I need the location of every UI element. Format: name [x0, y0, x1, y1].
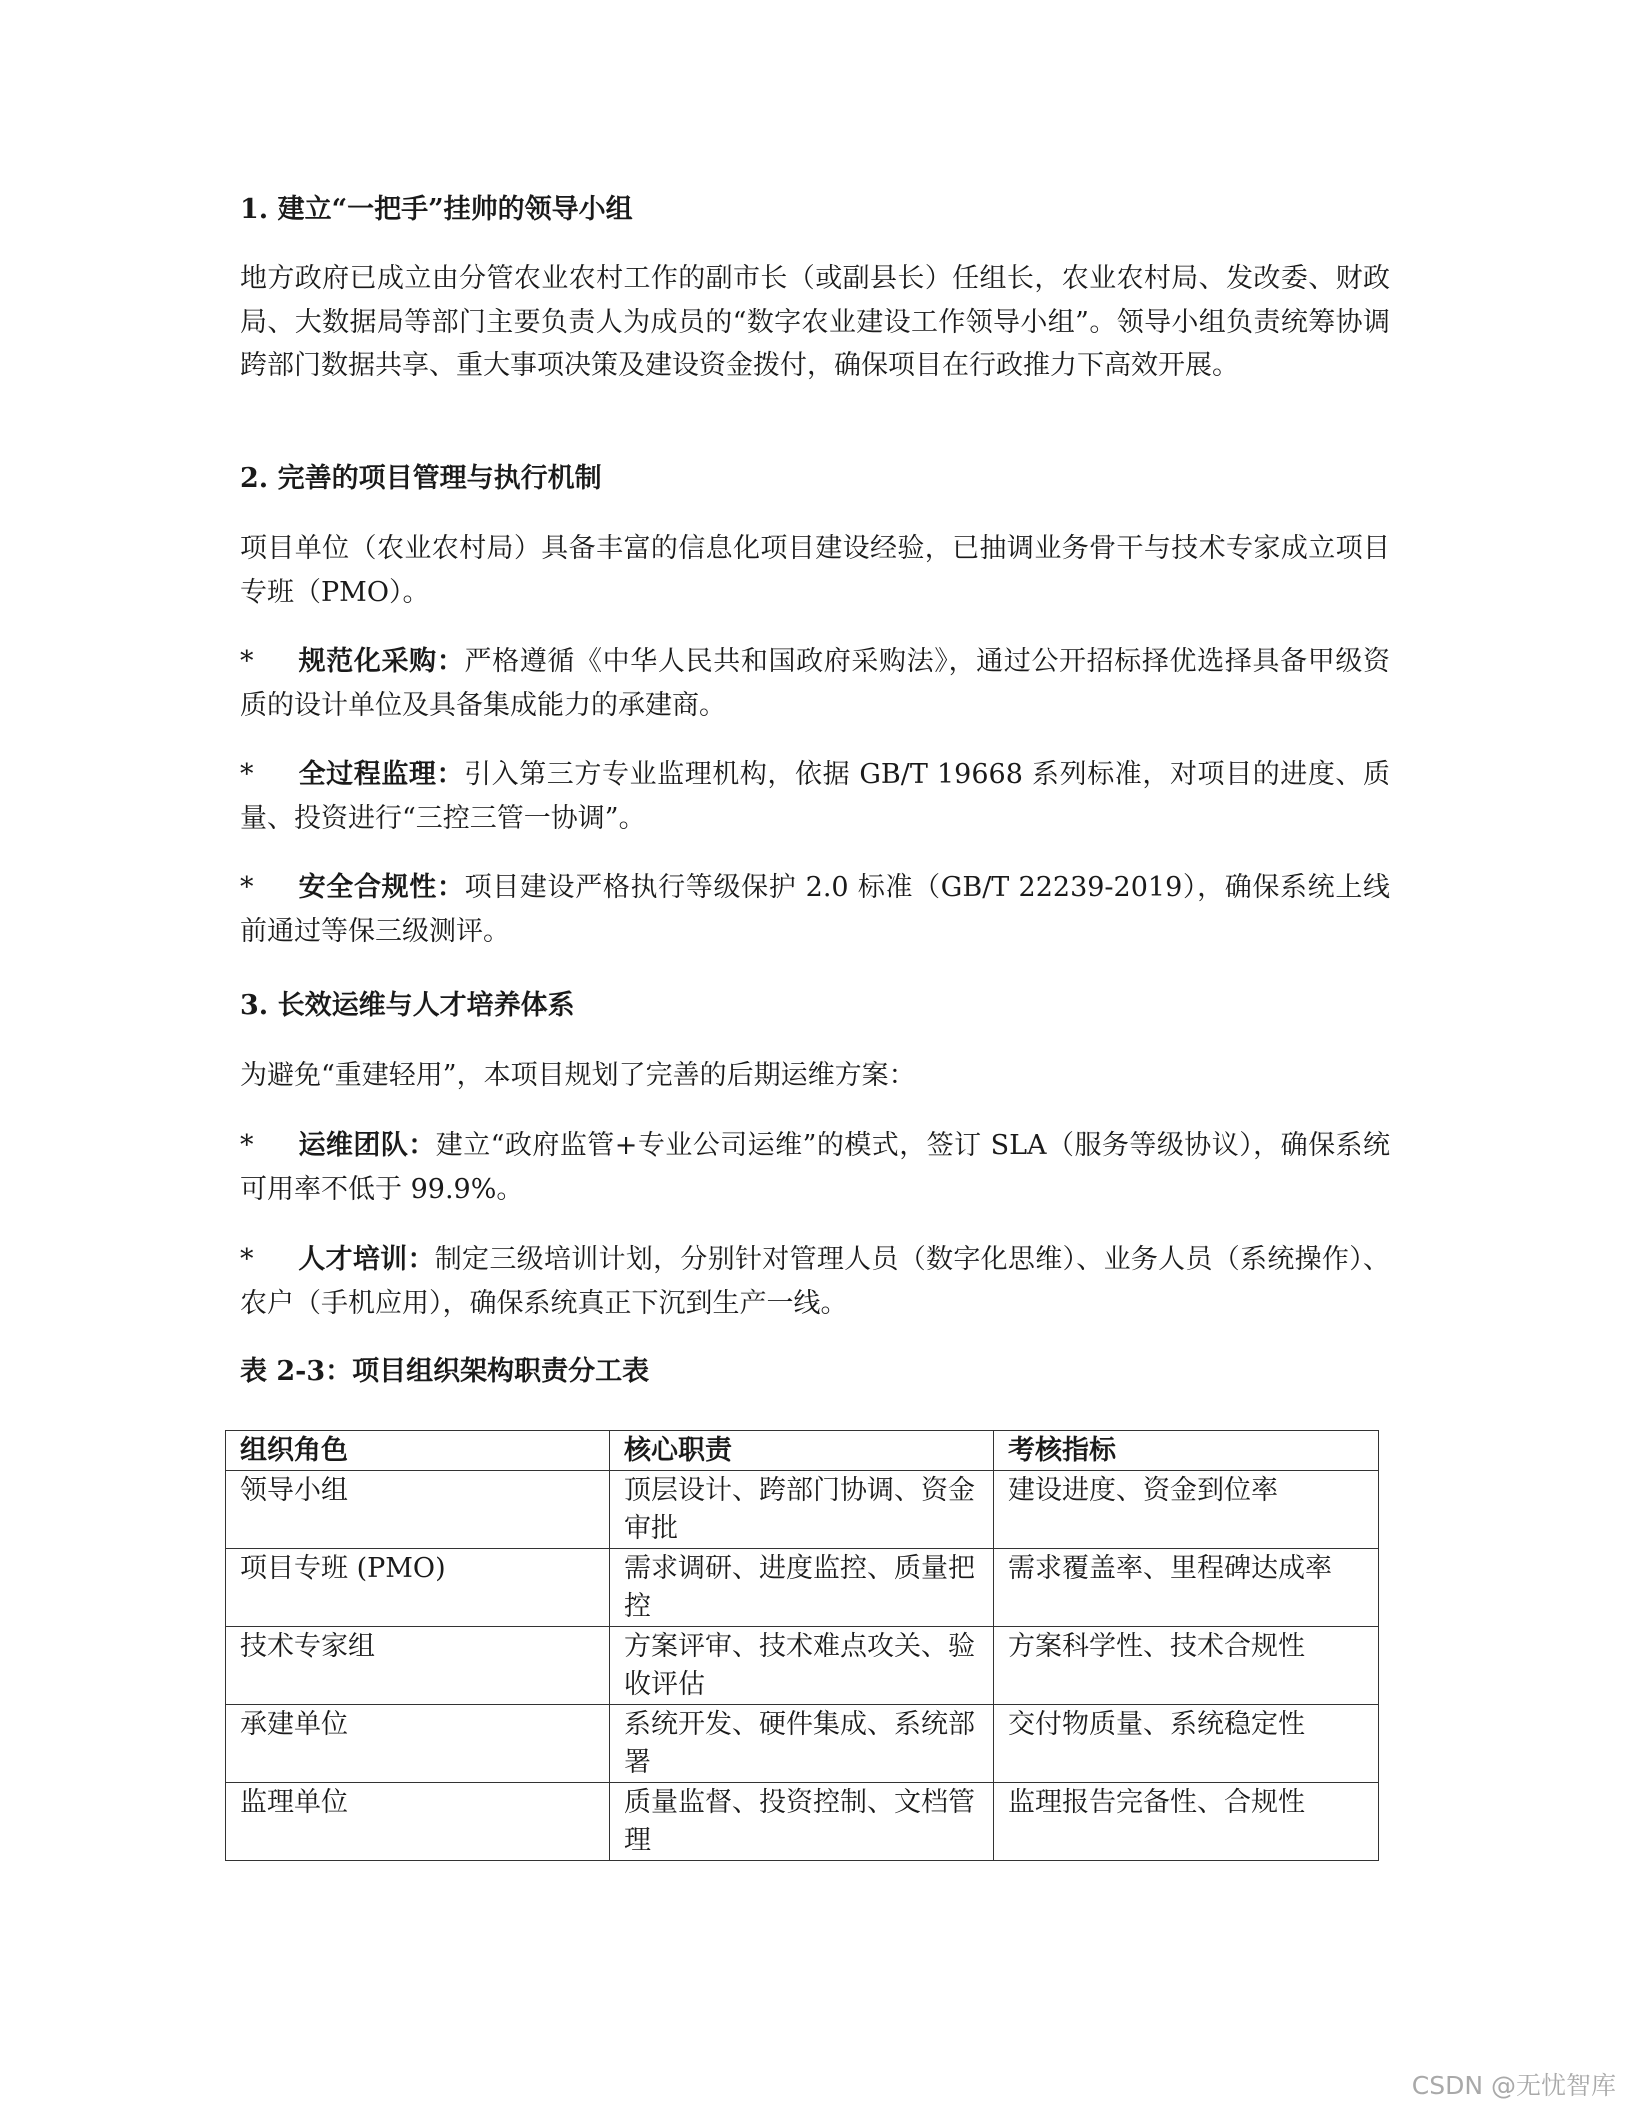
header-duties: 核心职责 [610, 1431, 994, 1471]
table-row [226, 1627, 1379, 1705]
cell-kpi: 需求覆盖率、里程碑达成率 [994, 1549, 1379, 1627]
cell-role: 领导小组 [226, 1471, 610, 1549]
bullet-procurement [240, 640, 1390, 727]
section-1-paragraph: 地方政府已成立由分管农业农村工作的副市长（或副县长）任组长，农业农村局、发改委、财政局、大数据局等部门主要负责人为成员的“数字农业建设工作领导小组”。领导小组负责统筹协调跨部门数据共享、重大事项决策及建设资金拨付，确保项目在行政推力下高效开展。 [240, 263, 1390, 381]
bullet-supervision [240, 753, 1390, 840]
table-caption: 表 2-3：项目组织架构职责分工表 [240, 1356, 650, 1387]
responsibility-table [225, 1430, 1379, 1861]
table-header-row [226, 1431, 1379, 1471]
bullet-marker: * [240, 646, 254, 677]
header-role: 组织角色 [226, 1431, 610, 1471]
bullet-marker: * [240, 1130, 254, 1161]
cell-duties: 方案评审、技术难点攻关、验收评估 [610, 1627, 994, 1705]
bullet-label: 人才培训： [298, 1244, 435, 1275]
bullet-marker: * [240, 759, 254, 790]
bullet-text: 制定三级培训计划，分别针对管理人员（数字化思维）、业务人员（系统操作）、农户（手机应用），确保系统真正下沉到生产一线。 [240, 1244, 1391, 1319]
cell-kpi: 监理报告完备性、合规性 [994, 1783, 1379, 1861]
cell-kpi: 方案科学性、技术合规性 [994, 1627, 1379, 1705]
cell-role: 技术专家组 [226, 1627, 610, 1705]
bullet-label: 规范化采购： [298, 646, 465, 677]
section-1-heading: 1. 建立“一把手”挂帅的领导小组 [240, 194, 633, 225]
table-row [226, 1783, 1379, 1861]
bullet-label: 全过程监理： [298, 759, 465, 790]
bullet-label: 安全合规性： [298, 872, 465, 903]
section-2-heading: 2. 完善的项目管理与执行机制 [240, 463, 602, 494]
cell-kpi: 建设进度、资金到位率 [994, 1471, 1379, 1549]
table-row [226, 1471, 1379, 1549]
table-row [226, 1549, 1379, 1627]
bullet-marker: * [240, 1244, 254, 1275]
cell-duties: 顶层设计、跨部门协调、资金审批 [610, 1471, 994, 1549]
section-3-heading: 3. 长效运维与人才培养体系 [240, 990, 575, 1021]
bullet-text: 引入第三方专业监理机构，依据 GB/T 19668 系列标准，对项目的进度、质量、投资进行“三控三管一协调”。 [240, 759, 1391, 834]
bullet-text: 建立“政府监管+专业公司运维”的模式，签订 SLA（服务等级协议），确保系统可用率不低于 99.9%。 [240, 1130, 1390, 1205]
cell-kpi: 交付物质量、系统稳定性 [994, 1705, 1379, 1783]
section-3-paragraph: 为避免“重建轻用”，本项目规划了完善的后期运维方案： [240, 1060, 916, 1091]
bullet-label: 运维团队： [298, 1130, 436, 1161]
cell-role: 项目专班 (PMO) [226, 1549, 610, 1627]
cell-role: 承建单位 [226, 1705, 610, 1783]
bullet-text: 项目建设严格执行等级保护 2.0 标准（GB/T 22239-2019），确保系统上线前通过等保三级测评。 [240, 872, 1390, 947]
bullet-talent-training [240, 1238, 1390, 1325]
cell-role: 监理单位 [226, 1783, 610, 1861]
bullet-marker: * [240, 872, 254, 903]
cell-duties: 需求调研、进度监控、质量把控 [610, 1549, 994, 1627]
header-kpi: 考核指标 [994, 1431, 1379, 1471]
bullet-text: 严格遵循《中华人民共和国政府采购法》，通过公开招标择优选择具备甲级资质的设计单位及具备集成能力的承建商。 [240, 646, 1391, 721]
cell-duties: 系统开发、硬件集成、系统部署 [610, 1705, 994, 1783]
watermark: CSDN @无忧智库 [1411, 2071, 1616, 2100]
table-row [226, 1705, 1379, 1783]
section-2-paragraph: 项目单位（农业农村局）具备丰富的信息化项目建设经验，已抽调业务骨干与技术专家成立项目专班（PMO）。 [240, 533, 1390, 608]
bullet-security-compliance [240, 866, 1390, 953]
bullet-ops-team [240, 1124, 1390, 1211]
cell-duties: 质量监督、投资控制、文档管理 [610, 1783, 994, 1861]
